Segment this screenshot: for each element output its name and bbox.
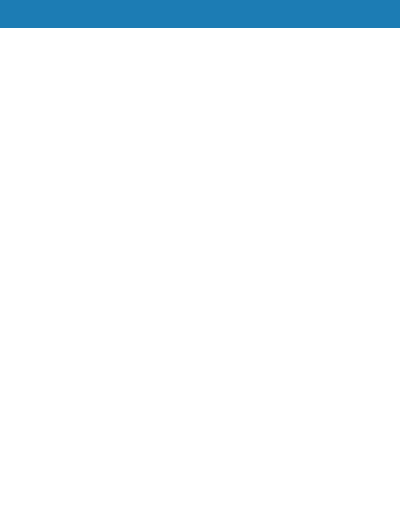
table-header [0, 0, 400, 28]
